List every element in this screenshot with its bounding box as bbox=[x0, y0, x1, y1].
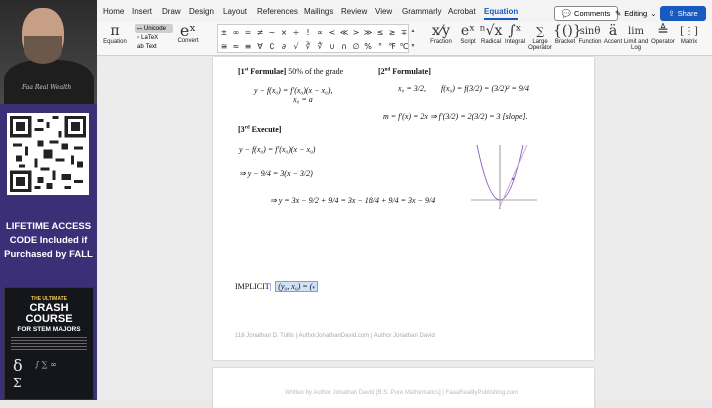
matrix-button[interactable] bbox=[677, 24, 701, 45]
symbol-button[interactable]: ≤ bbox=[376, 27, 384, 37]
symbol-button[interactable]: √ bbox=[293, 41, 299, 51]
matrix-label: Matrix bbox=[680, 39, 698, 45]
formula-2-heading bbox=[378, 67, 431, 76]
symbol-button[interactable]: ∂ bbox=[281, 41, 287, 51]
formula-2-eq-2: f(x₀) = f(3/2) = (3/2)² = 9/4 bbox=[441, 84, 530, 93]
symbol-button[interactable]: ≈ bbox=[232, 41, 240, 51]
integral-button[interactable] bbox=[503, 24, 527, 45]
tab-mailings[interactable]: Mailings bbox=[304, 7, 334, 16]
fraction-button[interactable] bbox=[427, 24, 455, 45]
function-icon: sinθ bbox=[579, 26, 601, 37]
symbol-button[interactable]: ~ bbox=[268, 27, 276, 37]
symbol-button[interactable]: ∞ bbox=[232, 27, 240, 37]
convert-button[interactable] bbox=[175, 23, 201, 44]
formula-1-note: 50% of the grade bbox=[288, 67, 344, 76]
equation-label: Equation bbox=[103, 39, 127, 45]
sum-icon: ∑ bbox=[536, 25, 544, 38]
operator-label: Operator bbox=[651, 39, 675, 45]
graph-tangent-line bbox=[499, 145, 527, 209]
script-icon: eˣ bbox=[460, 23, 476, 39]
bracket-button[interactable] bbox=[553, 23, 582, 45]
symbol-button[interactable]: ℉ bbox=[388, 41, 396, 51]
person-beard bbox=[24, 36, 62, 64]
unicode-icon: ꟷ bbox=[137, 26, 142, 33]
book-text-lines bbox=[11, 337, 87, 351]
formula-3-heading bbox=[238, 125, 281, 134]
formula-1-label-b: Formulae] bbox=[248, 67, 287, 76]
symbol-button[interactable]: ° bbox=[378, 41, 382, 51]
comments-button[interactable] bbox=[554, 6, 618, 21]
ribbon-tabs bbox=[97, 0, 712, 22]
book-cover bbox=[4, 287, 94, 400]
formula-2-label-a: [2 bbox=[378, 67, 385, 76]
formula-3-eq-3: ⇒ y = 3x − 9/2 + 9/4 = 3x − 18/4 + 9/4 = 3x − 9/4 bbox=[270, 196, 436, 205]
unicode-label: Unicode bbox=[143, 25, 166, 32]
fraction-icon: x⁄y bbox=[431, 23, 451, 39]
chevron-up-icon: ▲ bbox=[410, 28, 416, 35]
share-label: Share bbox=[677, 9, 698, 18]
page-2-header: Written by Author Jonathan David [B.S. Pure Mathematics] | FaaaRealityPublishing.com bbox=[285, 390, 519, 396]
sigma-icon: Σ bbox=[13, 376, 22, 390]
symbols-gallery bbox=[217, 24, 409, 53]
text-icon: ab bbox=[137, 43, 144, 50]
editing-dropdown[interactable] bbox=[615, 6, 659, 21]
symbol-button[interactable]: ± bbox=[220, 27, 228, 37]
limit-log-label: Limit and Log bbox=[623, 39, 649, 51]
tab-design[interactable]: Design bbox=[189, 7, 214, 16]
symbol-button[interactable]: < bbox=[328, 27, 336, 37]
pi-icon: π bbox=[110, 23, 120, 39]
tab-draw[interactable]: Draw bbox=[162, 7, 181, 16]
tab-references[interactable]: References bbox=[257, 7, 298, 16]
radical-label: Radical bbox=[480, 39, 501, 45]
share-button[interactable] bbox=[660, 6, 706, 21]
symbols-scroll[interactable] bbox=[409, 24, 417, 53]
equation-format-group bbox=[135, 24, 173, 51]
symbol-button[interactable]: ≠ bbox=[256, 27, 264, 37]
tab-grammarly[interactable]: Grammarly bbox=[402, 7, 442, 16]
formula-2-label-b: Formulate] bbox=[390, 67, 431, 76]
qr-code-icon bbox=[10, 116, 86, 192]
symbol-button[interactable]: ∁ bbox=[269, 41, 275, 51]
tab-view[interactable]: View bbox=[375, 7, 393, 16]
symbol-button[interactable]: ∅ bbox=[352, 41, 360, 51]
script-label: Script bbox=[460, 39, 476, 45]
implicit-label: IMPLICIT bbox=[235, 282, 270, 291]
ex-icon: eˣ bbox=[179, 21, 197, 40]
implicit-eq: (y₀, x₀) = ( bbox=[278, 282, 313, 291]
symbol-button[interactable]: ∜ bbox=[317, 41, 323, 51]
text-label: Text bbox=[145, 43, 157, 50]
word-app bbox=[97, 0, 712, 400]
formula-1-sup: st bbox=[244, 67, 249, 73]
formula-3-label-b: Execute] bbox=[249, 125, 282, 134]
symbol-button[interactable]: ∓ bbox=[400, 27, 408, 37]
symbol-button[interactable]: ∝ bbox=[317, 27, 323, 37]
radical-button[interactable] bbox=[479, 24, 503, 45]
shirt-text: Faa Real Wealth bbox=[22, 84, 72, 91]
qr-code bbox=[7, 113, 89, 195]
symbol-button[interactable]: > bbox=[352, 27, 360, 37]
symbol-button[interactable]: = bbox=[244, 27, 252, 37]
symbol-button[interactable]: ∛ bbox=[305, 41, 311, 51]
equation-options-icon[interactable]: ▾ bbox=[312, 286, 315, 291]
equation-ribbon bbox=[97, 22, 712, 56]
document-page[interactable] bbox=[213, 57, 594, 360]
symbol-button[interactable]: ℃ bbox=[399, 41, 409, 51]
symbol-button[interactable]: % bbox=[364, 41, 372, 51]
text-option[interactable] bbox=[135, 42, 173, 51]
latex-option[interactable] bbox=[135, 33, 173, 42]
symbol-button[interactable]: × bbox=[280, 27, 288, 37]
limit-log-button[interactable] bbox=[623, 24, 649, 51]
bracket-icon: {()} bbox=[553, 23, 582, 39]
accent-icon: ä bbox=[608, 23, 618, 39]
formula-3-label-a: [3 bbox=[238, 125, 245, 134]
matrix-icon: [⋮] bbox=[680, 26, 698, 37]
tab-review[interactable]: Review bbox=[341, 7, 368, 16]
delta-icon: δ bbox=[13, 356, 23, 375]
formula-3-eq-1: y − f(x₀) = f′(x₀)(x − x₀) bbox=[239, 145, 316, 154]
accent-label: Accent bbox=[603, 39, 623, 45]
latex-icon: ▫ bbox=[137, 34, 140, 41]
webcam-feed bbox=[0, 0, 97, 104]
book-title-sub: FOR STEM MAJORS bbox=[17, 326, 81, 333]
lifetime-access-text: LIFETIME ACCESS CODE Included if Purchased by FALL bbox=[4, 221, 93, 260]
convert-label: Convert bbox=[177, 38, 199, 44]
accent-button[interactable] bbox=[603, 24, 623, 45]
formula-1-eq-2: x₀ = a bbox=[293, 95, 313, 104]
symbol-button[interactable]: ≅ bbox=[220, 41, 228, 51]
integral-icon: ∫ ∑ ∞ bbox=[35, 360, 57, 369]
symbol-button[interactable]: ÷ bbox=[292, 27, 300, 37]
text-cursor: | bbox=[269, 282, 272, 291]
formula-1-label-a: [1 bbox=[238, 67, 245, 76]
document-page-2[interactable] bbox=[213, 368, 594, 408]
formula-2-eq-1: x₀ = 3/2, bbox=[398, 84, 426, 93]
share-icon: ⇪ bbox=[668, 9, 675, 18]
symbol-button[interactable]: ≥ bbox=[388, 27, 396, 37]
fraction-label: Fraction bbox=[430, 39, 452, 45]
integral-icon: ∫ˣ bbox=[508, 23, 522, 39]
formula-1-eq-1: y − f(x₀) = f′(x₀)(x − x₀), bbox=[254, 86, 333, 95]
tab-layout[interactable]: Layout bbox=[223, 7, 248, 16]
integral-label: Integral bbox=[504, 39, 525, 45]
limit-icon: lim bbox=[628, 26, 644, 37]
symbol-button[interactable]: ∩ bbox=[341, 41, 347, 51]
radical-icon: ⁿ√x bbox=[479, 23, 503, 39]
large-operator-button[interactable] bbox=[527, 24, 553, 51]
operator-button[interactable] bbox=[649, 24, 677, 45]
implicit-line bbox=[235, 281, 318, 292]
formula-2-sup: nd bbox=[384, 67, 391, 73]
symbol-button[interactable]: ≫ bbox=[363, 27, 373, 37]
function-button[interactable] bbox=[577, 24, 603, 45]
book-title-main: CRASH COURSE bbox=[25, 302, 73, 325]
tab-home[interactable]: Home bbox=[103, 7, 125, 16]
video-overlay-panel bbox=[0, 0, 97, 400]
equation-input[interactable] bbox=[275, 281, 318, 292]
tab-equation[interactable]: Equation bbox=[484, 7, 519, 16]
graph-tangent-point bbox=[512, 178, 514, 180]
symbol-button[interactable]: ∀ bbox=[257, 41, 263, 51]
symbol-button[interactable]: ≡ bbox=[244, 41, 252, 51]
comments-label: Comments bbox=[574, 9, 611, 18]
chevron-down-icon: ▼ bbox=[410, 42, 416, 49]
formula-3-sup: rd bbox=[244, 125, 250, 131]
comment-icon: 💬 bbox=[561, 9, 572, 18]
tab-acrobat[interactable]: Acrobat bbox=[448, 7, 476, 16]
page-footer: 118 Jonathan D. Tullis | AuthorJonathanDavid.com | Author Jonathan David bbox=[235, 333, 435, 339]
parabola-graph bbox=[469, 143, 539, 211]
bracket-label: Bracket bbox=[554, 39, 576, 45]
function-label: Function bbox=[578, 39, 602, 45]
formula-1-heading bbox=[238, 67, 343, 76]
equation-button[interactable] bbox=[101, 24, 129, 45]
formula-2-eq-3: m = f′(x) = 2x ⇒ f′(3/2) = 2(3/2) = 3 [slope]. bbox=[383, 112, 528, 121]
editing-label: Editing bbox=[624, 9, 648, 18]
person-body bbox=[4, 60, 94, 104]
formula-3-eq-2: ⇒ y − 9/4 = 3(x − 3/2) bbox=[239, 169, 313, 178]
unicode-option[interactable] bbox=[135, 24, 173, 33]
pencil-icon: ✎ bbox=[615, 9, 622, 18]
script-button[interactable] bbox=[457, 24, 479, 45]
operator-icon: ≜ bbox=[657, 23, 669, 39]
symbol-button[interactable]: ∪ bbox=[329, 41, 335, 51]
book-title-top: THE ULTIMATE bbox=[31, 296, 67, 302]
symbol-button[interactable]: ≪ bbox=[339, 27, 349, 37]
large-operator-label: Large Operator bbox=[528, 39, 552, 51]
chevron-down-icon: ⌄ bbox=[650, 9, 657, 18]
tab-insert[interactable]: Insert bbox=[132, 7, 153, 16]
symbol-button[interactable]: ! bbox=[306, 27, 310, 37]
latex-label: LaTeX bbox=[141, 34, 159, 41]
